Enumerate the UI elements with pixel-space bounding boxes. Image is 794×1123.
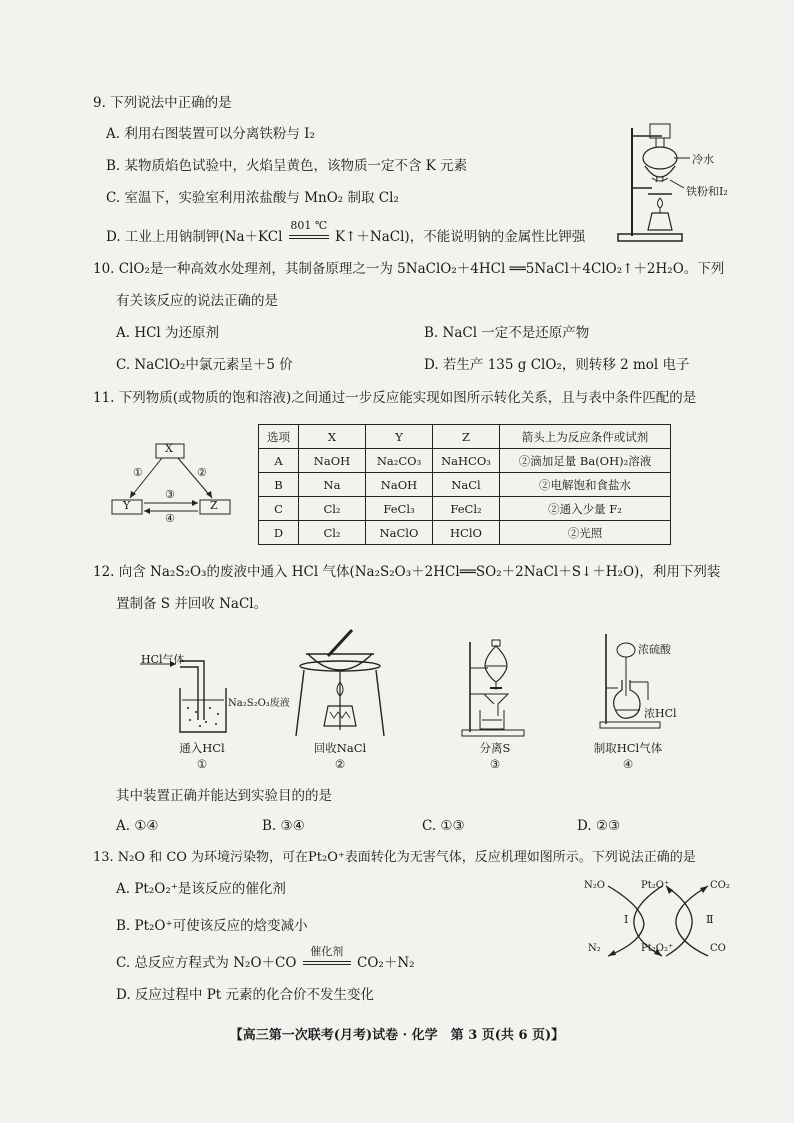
q11-node-z: Z [210,499,218,512]
q12-label-conc-hcl: 浓HCl [644,707,677,720]
q12-option-d: D. ②③ [577,818,621,834]
q13-stem: 13. N₂O 和 CO 为环境污染物，可在Pt₂O⁺表面转化为无害气体，反应机理如图所示。下列说法正确的是 [93,850,696,865]
q12-number-4: ④ [622,757,634,771]
q9-label-iron-iodine: 铁粉和I₂ [686,185,728,198]
table-cell: ②电解饱和食盐水 [500,473,671,497]
q11-arrow-1: ① [133,466,143,479]
table-cell: NaCl [433,473,500,497]
q12-number-2: ② [334,757,346,771]
q13-step-2: Ⅱ [706,913,714,926]
q13-label-pt2o2: Pt₂O₂⁺ [641,943,674,954]
table-cell: HClO [433,521,500,545]
q11-node-y: Y [123,499,131,512]
table-cell: ②光照 [500,521,671,545]
q13-label-n2: N₂ [588,943,601,954]
q12-option-b: B. ③④ [262,818,305,834]
q11-node-x: X [165,442,173,455]
q9-d-pre: D. 工业上用钠制钾(Na＋KCl [106,229,283,245]
q9-option-c: C. 室温下，实验室利用浓盐酸与 MnO₂ 制取 Cl₂ [106,190,399,206]
q11-arrow-3: ③ [165,488,175,501]
q9-option-d [106,219,586,246]
q9-d-condition: 801 ℃ [290,219,328,232]
table-cell: ②滴加足量 Ba(OH)₂溶液 [500,449,671,473]
table-cell: D [259,521,299,545]
table-cell: NaOH [299,449,366,473]
q10-option-c: C. NaClO₂中氯元素呈＋5 价 [116,357,293,373]
q12-caption-1: 通入HCl [179,741,225,755]
table-cell: FeCl₂ [433,497,500,521]
table-row [259,521,671,545]
q10-stem-line1: 10. ClO₂是一种高效水处理剂，其制备原理之一为 5NaClO₂＋4HCl ══5NaCl＋4ClO₂↑＋2H₂O。下列 [93,261,725,277]
q13-label-co2: CO₂ [710,880,730,891]
q13-c-pre: C. 总反应方程式为 N₂O＋CO [116,955,297,971]
table-cell: FeCl₃ [366,497,433,521]
q9-label-cold-water: 冷水 [692,153,714,166]
table-header: Y [366,425,433,449]
q12-caption-2: 回收NaCl [313,741,367,755]
q13-option-b: B. Pt₂O⁺可使该反应的焓变减小 [116,918,308,934]
table-cell: NaOH [366,473,433,497]
q12-fig3-separation [460,638,530,738]
q9-d-post: K↑＋NaCl)，不能说明钠的金属性比钾强 [335,229,586,245]
table-header: 箭头上为反应条件或试剂 [500,425,671,449]
table-cell: NaHCO₃ [433,449,500,473]
q13-c-condition: 催化剂 [310,945,344,958]
table-cell: NaClO [366,521,433,545]
q12-option-c: C. ①③ [422,818,465,834]
table-cell: B [259,473,299,497]
q13-label-pt2o: Pt₂O⁺ [641,880,670,891]
table-row [259,473,671,497]
q12-number-1: ① [196,757,208,771]
q12-question: 其中装置正确并能达到实验目的的是 [116,788,332,804]
q12-label-hcl-gas: HCl气体 [141,653,185,666]
q12-caption-4: 制取HCl气体 [593,741,663,755]
table-cell: A [259,449,299,473]
table-header-row [259,425,671,449]
q12-stem-line2: 置制备 S 并回收 NaCl。 [116,596,268,612]
table-header: 选项 [259,425,299,449]
q11-options-table [258,424,671,545]
q10-stem-line2: 有关该反应的说法正确的是 [116,293,278,309]
q12-fig2-evaporation [290,626,390,741]
q12-option-a: A. ①④ [116,818,159,834]
q13-label-n2o: N₂O [584,880,605,891]
q13-label-co: CO [710,943,726,954]
table-cell: Na [299,473,366,497]
q10-option-b: B. NaCl 一定不是还原产物 [424,325,590,341]
table-cell: Cl₂ [299,497,366,521]
table-cell: Cl₂ [299,521,366,545]
q9-stem: 9. 下列说法中正确的是 [93,95,232,111]
table-cell: Na₂CO₃ [366,449,433,473]
q13-option-d: D. 反应过程中 Pt 元素的化合价不发生变化 [116,987,375,1003]
q11-arrow-4: ④ [165,512,175,525]
table-row [259,449,671,473]
q9-option-b: B. 某物质焰色试验中，火焰呈黄色，该物质一定不含 K 元素 [106,158,468,174]
q11-transformation-diagram [110,440,250,520]
q10-option-a: A. HCl 为还原剂 [116,325,220,341]
q11-stem: 11. 下列物质(或物质的饱和溶液)之间通过一步反应能实现如图所示转化关系，且与表中条件匹配的是 [93,390,697,406]
table-cell: C [259,497,299,521]
table-cell: ②通入少量 F₂ [500,497,671,521]
q12-number-3: ③ [489,757,501,771]
table-header: X [299,425,366,449]
q10-option-d: D. 若生产 135 g ClO₂，则转移 2 mol 电子 [424,357,690,373]
q13-c-post: CO₂＋N₂ [357,955,415,971]
q12-stem-line1: 12. 向含 Na₂S₂O₃的废液中通入 HCl 气体(Na₂S₂O₃＋2HCl══SO₂＋2NaCl＋S↓＋H₂O)，利用下列装 [93,564,721,580]
q11-arrow-2: ② [197,466,207,479]
q13-option-c [116,945,415,972]
table-header: Z [433,425,500,449]
q12-caption-3: 分离S [479,741,511,755]
page-footer: 【高三第一次联考(月考)试卷 · 化学 第 3 页(共 6 页)】 [229,1028,565,1043]
table-row [259,497,671,521]
q12-label-conc-h2so4: 浓硫酸 [638,643,671,656]
q13-option-a: A. Pt₂O₂⁺是该反应的催化剂 [116,881,286,897]
q13-step-1: Ⅰ [624,913,629,926]
q9-option-a: A. 利用右图装置可以分离铁粉与 I₂ [106,126,315,142]
q12-label-waste-liquid: Na₂S₂O₃废液 [228,698,290,709]
